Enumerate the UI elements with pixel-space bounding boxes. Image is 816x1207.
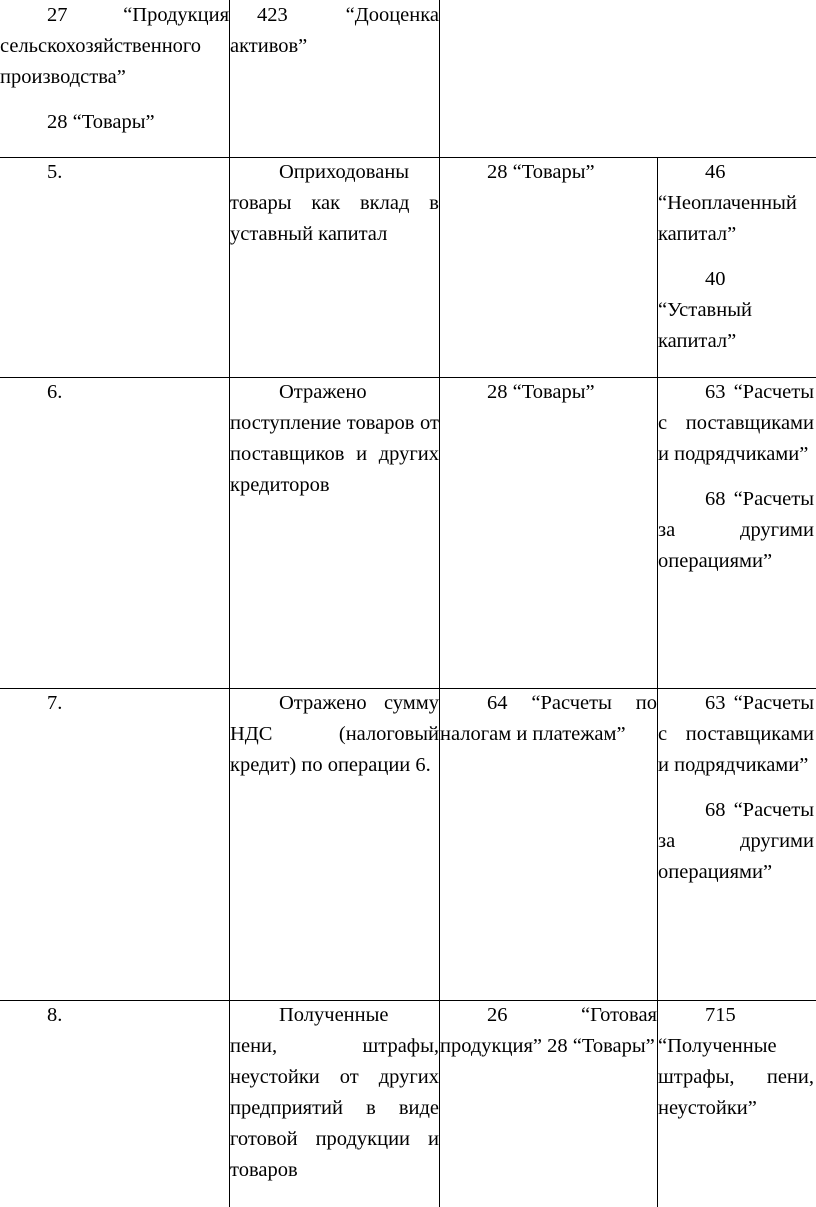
row-number-cell: [0, 377, 229, 408]
operation-description: Отражено поступление товаров от поставщиков и других кредиторов: [230, 381, 439, 496]
continuation-debit-cell: [0, 0, 229, 138]
description-cell: [230, 157, 439, 250]
row-number: 8.: [47, 1004, 63, 1026]
row-number: 5.: [47, 161, 63, 183]
debit-account: 28 “Товары”: [487, 161, 595, 183]
operation-description: Отражено сумму НДС (налоговый кредит) по операции 6.: [230, 692, 439, 776]
operation-description: Оприходованы товары как вклад в уставный капитал: [230, 161, 439, 245]
credit-cell: [658, 688, 814, 888]
debit-cell: [440, 377, 657, 408]
credit-cell: [658, 157, 814, 357]
debit-account: 64 “Расчеты по налогам и платежам”: [440, 692, 657, 745]
credit-cell: [658, 1000, 814, 1124]
credit-account: 40 “Уставный капитал”: [658, 268, 752, 352]
row-number-cell: [0, 157, 229, 188]
table-border-line: [439, 0, 440, 157]
debit-account: 28 “Товары”: [487, 381, 595, 403]
debit-cell: [440, 1000, 657, 1062]
account-entry: 28 “Товары”: [47, 111, 155, 133]
continuation-credit-cell: [230, 0, 439, 62]
account-entry: 27 “Продукция сельскохозяйственного производства”: [0, 4, 229, 88]
description-cell: [230, 377, 439, 501]
row-number: 7.: [47, 692, 63, 714]
credit-account: 715 “Полученные штрафы, пени, неустойки”: [658, 1004, 814, 1119]
debit-account: 26 “Готовая продукция” 28 “Товары”: [440, 1004, 657, 1057]
credit-account: 68 “Расчеты за другими операциями”: [658, 488, 814, 572]
debit-cell: [440, 688, 657, 750]
row-number: 6.: [47, 381, 63, 403]
description-cell: [230, 688, 439, 781]
account-entry: 423 “Дооценка активов”: [230, 4, 439, 57]
row-number-cell: [0, 688, 229, 719]
credit-account: 63 “Расчеты с поставщиками и подрядчиками”: [658, 381, 814, 465]
credit-cell: [658, 377, 814, 577]
credit-account: 46 “Неоплаченный капитал”: [658, 161, 797, 245]
debit-cell: [440, 157, 657, 188]
operation-description: Полученные пени, штрафы, неустойки от других предприятий в виде готовой продукции и товаров: [230, 1004, 439, 1181]
credit-account: 68 “Расчеты за другими операциями”: [658, 799, 814, 883]
row-number-cell: [0, 1000, 229, 1031]
description-cell: [230, 1000, 439, 1186]
credit-account: 63 “Расчеты с поставщиками и подрядчиками”: [658, 692, 814, 776]
